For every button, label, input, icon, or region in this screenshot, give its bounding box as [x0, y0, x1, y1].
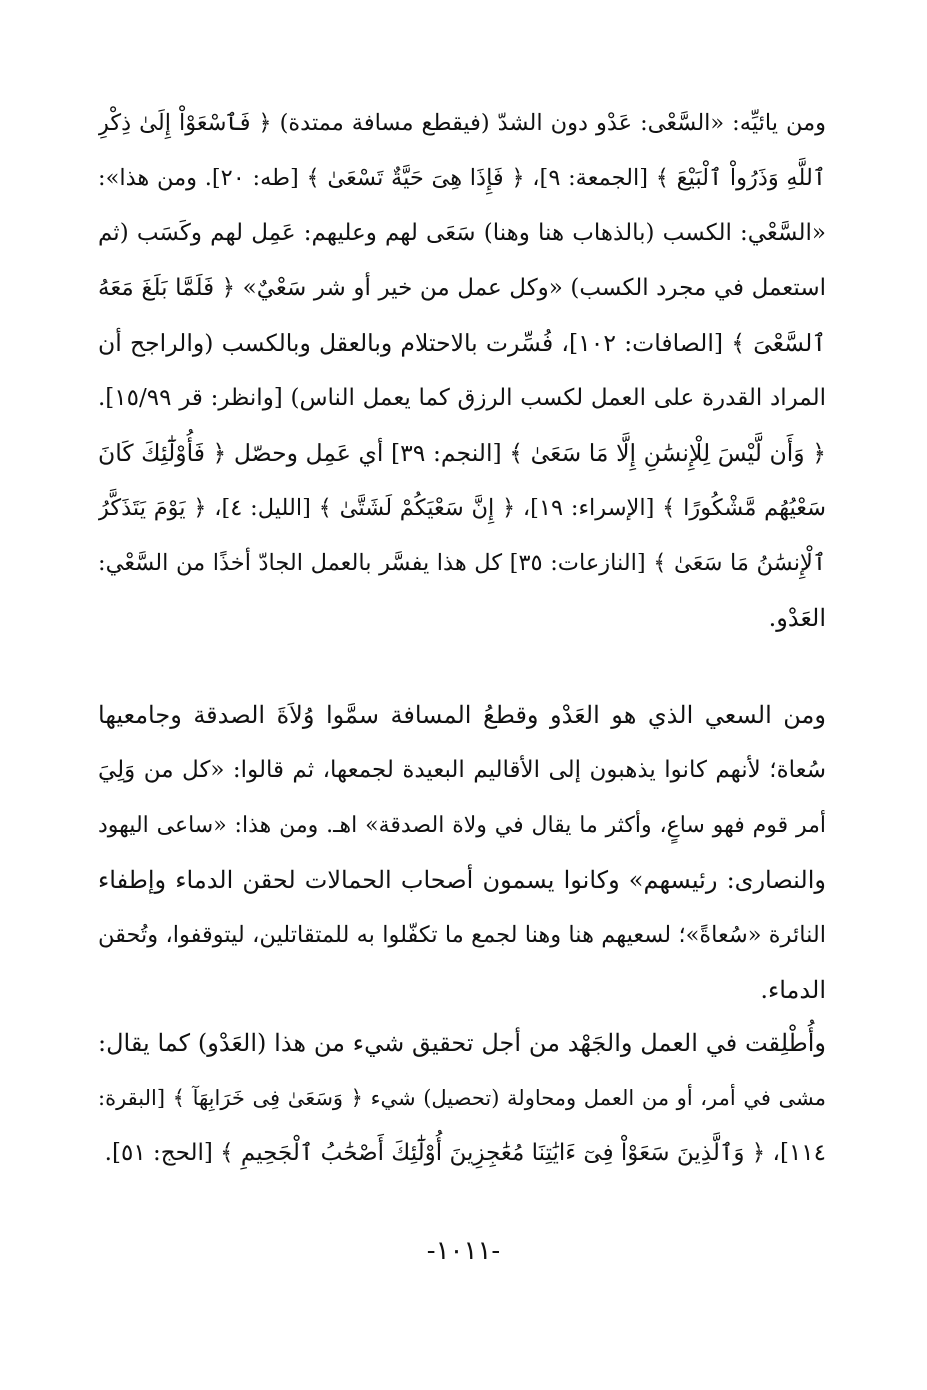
- paragraph-2: [98, 688, 826, 1018]
- text-line: وأُطْلِقت في العمل والجَهْد من أجل تحقيق شيء من هذا (العَدْو) كما يقال:: [98, 1029, 826, 1057]
- text-line: ٱللَّهِ وَذَرُواْ ٱلْبَيْعَ ﴾ [الجمعة: ٩]، ﴿ فَإِذَا هِىَ حَيَّةٌ تَسْعَىٰ ﴾ [طه: ٢٠]. ومن هذا»:: [98, 165, 826, 191]
- text-line: أمر قوم فهو ساعٍ، وأكثر ما يقال في ولاة الصدقة» اهـ. ومن هذا: «ساعى اليهود: [98, 813, 826, 838]
- text-line: العَدْو.: [768, 604, 826, 632]
- page-number: -١٠١١-: [426, 1236, 501, 1266]
- paragraph-3: [98, 1016, 826, 1181]
- text-line: مشى في أمر، أو من العمل ومحاولة (تحصيل) شيء ﴿ وَسَعَىٰ فِى خَرَابِهَآ ﴾ [البقرة:: [98, 1086, 826, 1110]
- text-line: سَعْيُهُم مَّشْكُورًا ﴾ [الإسراء: ١٩]، ﴿ إِنَّ سَعْيَكُمْ لَشَتَّىٰ ﴾ [الليل: ٤]، ﴿ يَوْمَ يَتَذَكَّرُ: [98, 495, 826, 521]
- paragraph-1: [98, 96, 826, 646]
- text-line: سُعاة؛ لأنهم كانوا يذهبون إلى الأقاليم البعيدة لجمعها، ثم قالوا: «كل من وَلِيَ: [98, 757, 826, 783]
- text-line: استعمل في مجرد الكسب) «وكل عمل من خير أو شر سَعْيٌ» ﴿ فَلَمَّا بَلَغَ مَعَهُ: [98, 275, 826, 301]
- text-line: ﴿ وَأَن لَّيْسَ لِلْإِنسَٰنِ إِلَّا مَا سَعَىٰ ﴾ [النجم: ٣٩] أي عَمِل وحصّل ﴿ فَأُوْلَٰٓئِكَ كَانَ: [98, 439, 826, 467]
- text-line: ومن السعي الذي هو العَدْو وقطعُ المسافة سمَّوا وُلاَةَ الصدقة وجامعيها: [98, 701, 826, 729]
- text-line: الدماء.: [760, 976, 826, 1004]
- text-line: «السَّعْي: الكسب (بالذهاب هنا وهنا) سَعَى لهم وعليهم: عَمِل لهم وكَسَب (ثم: [98, 220, 826, 246]
- text-line: ٱلسَّعْىَ ﴾ [الصافات: ١٠٢]، فُسِّرت بالاحتلام وبالعقل وبالكسب (والراجح أن: [98, 329, 826, 357]
- text-line: والنصارى: رئيسهم» وكانوا يسمون أصحاب الحمالات لحقن الدماء وإطفاء: [98, 866, 826, 894]
- text-line: ١١٤]، ﴿ وَٱلَّذِينَ سَعَوْاْ فِىٓ ءَايَٰتِنَا مُعَٰجِزِينَ أُوْلَٰٓئِكَ أَصْحَٰبُ ٱلْجَحِيمِ ﴾ [الحج: ٥١].: [104, 1140, 826, 1166]
- text-line: ومن يائيِّه: «السَّعْى: عَدْو دون الشدّ (فيقطع مسافة ممتدة) ﴿ فَٱسْعَوْاْ إِلَىٰ ذِكْرِ: [98, 110, 826, 136]
- text-line: المراد القدرة على العمل لكسب الرزق كما يعمل الناس) [وانظر: قر ١٥/٩٩].: [98, 385, 826, 411]
- text-line: ٱلْإِنسَٰنُ مَا سَعَىٰ ﴾ [النازعات: ٣٥] كل هذا يفسَّر بالعمل الجادّ أخذًا من السَّعْي:: [98, 550, 826, 576]
- text-line: النائرة «سُعاةً»؛ لسعيهم هنا وهنا لجمع ما تكفّلوا به للمتقاتلين، ليتوقفوا، وتُحقن: [98, 922, 826, 948]
